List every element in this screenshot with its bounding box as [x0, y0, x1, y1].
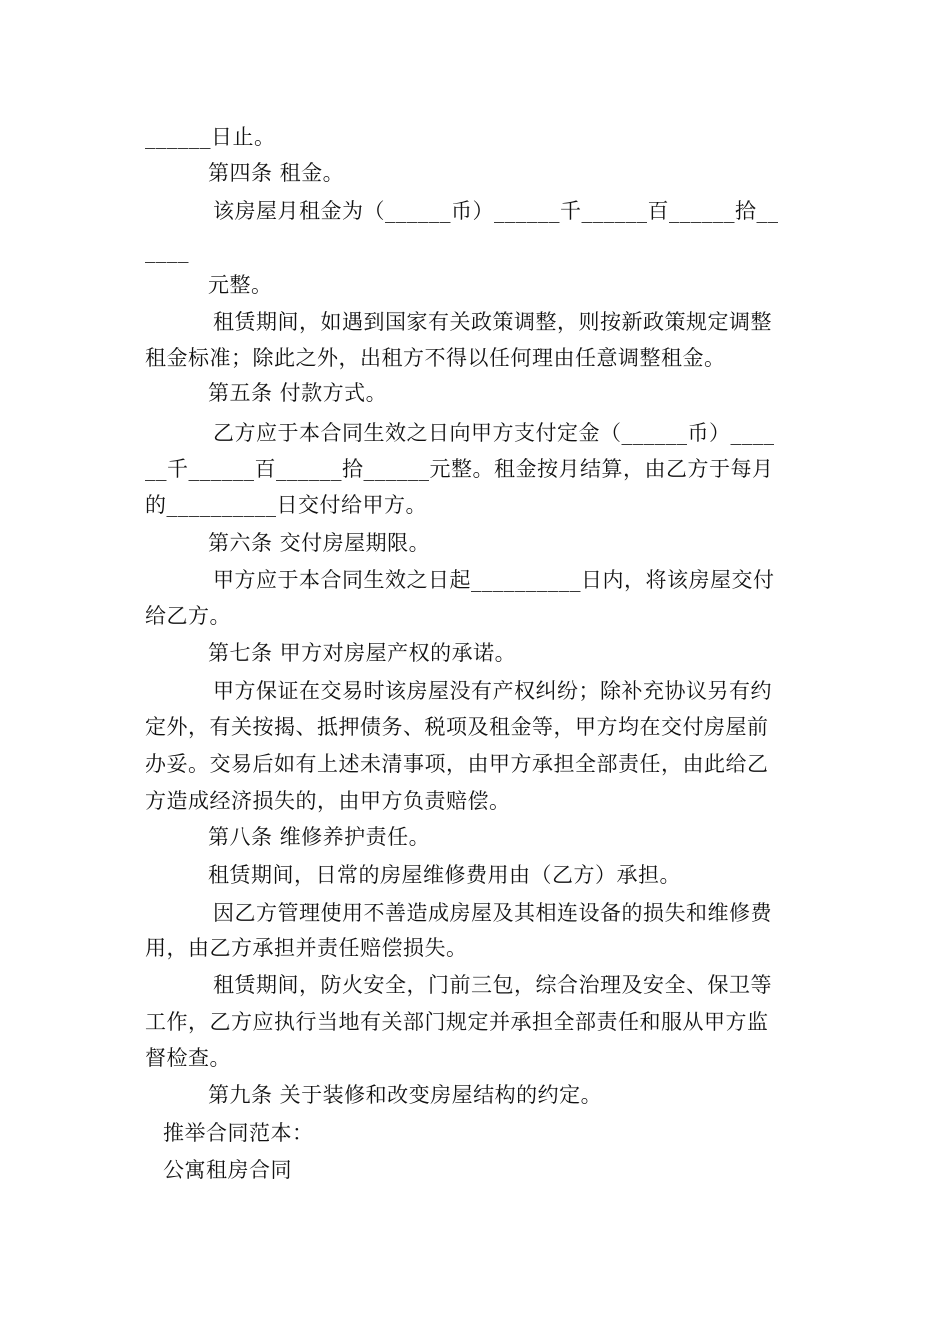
text-line: 甲方保证在交易时该房屋没有产权纠纷；除补充协议另有约 [213, 679, 772, 703]
article-heading: 第九条 关于装修和改变房屋结构的约定。 [208, 1083, 603, 1107]
article-heading: 第五条 付款方式。 [208, 381, 388, 405]
text-line: 租金标准；除此之外，出租方不得以任何理由任意调整租金。 [145, 346, 726, 370]
text-line: 督检查。 [145, 1046, 231, 1070]
text-line: 租赁期间，日常的房屋维修费用由（乙方）承担。 [208, 863, 681, 887]
recommend-link[interactable]: 公寓租房合同 [163, 1158, 292, 1182]
text-line: 租赁期间，防火安全，门前三包，综合治理及安全、保卫等 [213, 973, 772, 997]
text-line: 乙方应于本合同生效之日向甲方支付定金（______币）____ [213, 421, 775, 445]
text-line: ____ [145, 239, 189, 263]
text-line: ______日止。 [145, 125, 276, 149]
text-line: 用，由乙方承担并责任赔偿损失。 [145, 936, 468, 960]
text-line: __千______百______拾______元整。租金按月结算，由乙方于每月 [145, 457, 774, 481]
text-line: 该房屋月租金为（______币）______千______百______拾__ [213, 199, 779, 223]
text-line: 办妥。交易后如有上述未清事项，由甲方承担全部责任，由此给乙 [145, 752, 769, 776]
text-line: 方造成经济损失的，由甲方负责赔偿。 [145, 789, 511, 813]
article-heading: 第六条 交付房屋期限。 [208, 531, 431, 555]
text-line: 给乙方。 [145, 604, 231, 628]
text-line: 因乙方管理使用不善造成房屋及其相连设备的损失和维修费 [213, 901, 772, 925]
text-line: 租赁期间，如遇到国家有关政策调整，则按新政策规定调整 [213, 310, 772, 334]
article-heading: 第八条 维修养护责任。 [208, 825, 431, 849]
text-line: 甲方应于本合同生效之日起__________日内，将该房屋交付 [213, 568, 775, 592]
recommend-label: 推举合同范本： [163, 1121, 314, 1145]
text-line: 定外，有关按揭、抵押债务、税项及租金等，甲方均在交付房屋前 [145, 715, 769, 739]
article-heading: 第四条 租金。 [208, 161, 345, 185]
text-line: 元整。 [208, 273, 273, 297]
text-line: 的__________日交付给甲方。 [145, 493, 427, 517]
text-line: 工作，乙方应执行当地有关部门规定并承担全部责任和服从甲方监 [145, 1010, 769, 1034]
article-heading: 第七条 甲方对房屋产权的承诺。 [208, 641, 517, 665]
